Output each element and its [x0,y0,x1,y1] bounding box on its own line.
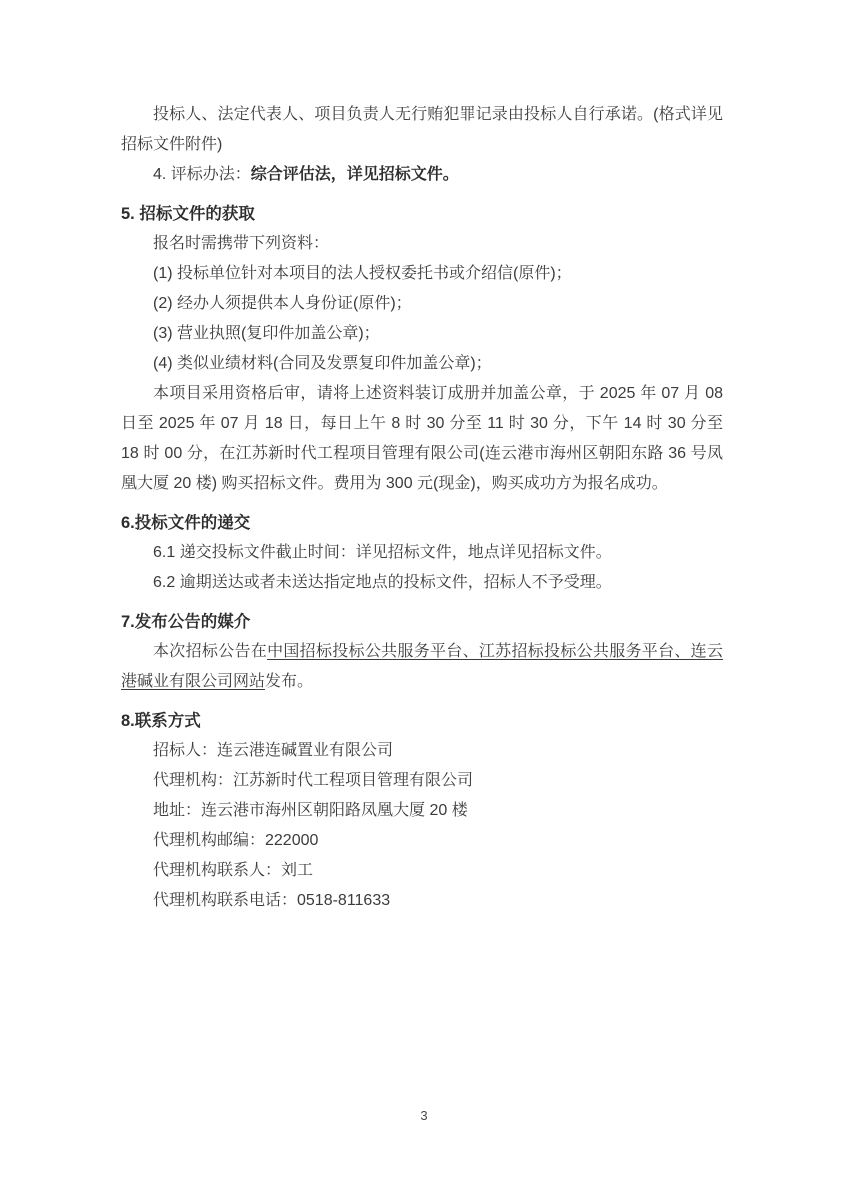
section-5-item-4: (4) 类似业绩材料(合同及发票复印件加盖公章)； [153,355,492,372]
contact-address: 地址：连云港市海州区朝阳路凤凰大厦 20 楼 [153,802,468,819]
section-5-item-2: (2) 经办人须提供本人身份证(原件)； [153,295,412,312]
media-platform-names-underlined: 中国招标投标公共服务平台、江苏招标投标公共服务平台、连云港碱业有限公司网站 [121,643,723,690]
item-4-bold-text: 综合评估法，详见招标文件。 [250,166,459,183]
section-6-item-2: 6.2 逾期送达或者未送达指定地点的投标文件，招标人不予受理。 [153,574,612,591]
section-5-intro: 报名时需携带下列资料： [153,235,330,252]
section-6-item-1: 6.1 递交投标文件截止时间：详见招标文件，地点详见招标文件。 [153,544,612,561]
contact-tenderer: 招标人：连云港连碱置业有限公司 [153,742,394,759]
contact-person: 代理机构联系人：刘工 [153,862,314,879]
carryover-paragraph: 投标人、法定代表人、项目负责人无行贿犯罪记录由投标人自行承诺。(格式详见招标文件附件) [121,106,723,153]
section-5-item-1: (1) 投标单位针对本项目的法人授权委托书或介绍信(原件)； [153,265,572,282]
section-5-heading: 5. 招标文件的获取 [121,205,255,223]
section-7-heading: 7.发布公告的媒介 [121,613,251,631]
page-number: 3 [420,1108,428,1123]
media-paragraph-prefix: 本次招标公告在 [153,643,268,660]
section-5-paragraph: 本项目采用资格后审，请将上述资料装订成册并加盖公章，于 2025 年 07 月 08 日至 2025 年 07 月 18 日，每日上午 8 时 30 分至 11 时 30 分，下午 14 时 30 分至 18 时 00 分，在江苏新时代工程项目管理有限公司(连云港市海州区朝阳东路 36 号凤凰大厦 20 楼) 购买招标文件。费用为 300 元(现金)，购买成功方为报名成功。 [121,385,723,492]
item-4-evaluation-method [121,160,723,190]
contact-phone: 代理机构联系电话：0518-811633 [153,892,391,909]
item-4-prefix: 4. 评标办法： [153,166,251,183]
document-content [121,100,723,916]
contact-agency: 代理机构：江苏新时代工程项目管理有限公司 [153,772,474,789]
media-paragraph-suffix: 发布。 [265,673,314,690]
section-5-item-3: (3) 营业执照(复印件加盖公章)； [153,325,380,342]
section-6-heading: 6.投标文件的递交 [121,514,251,532]
section-7-paragraph [121,637,723,697]
section-8-heading: 8.联系方式 [121,712,201,730]
contact-postcode: 代理机构邮编：222000 [153,832,319,849]
